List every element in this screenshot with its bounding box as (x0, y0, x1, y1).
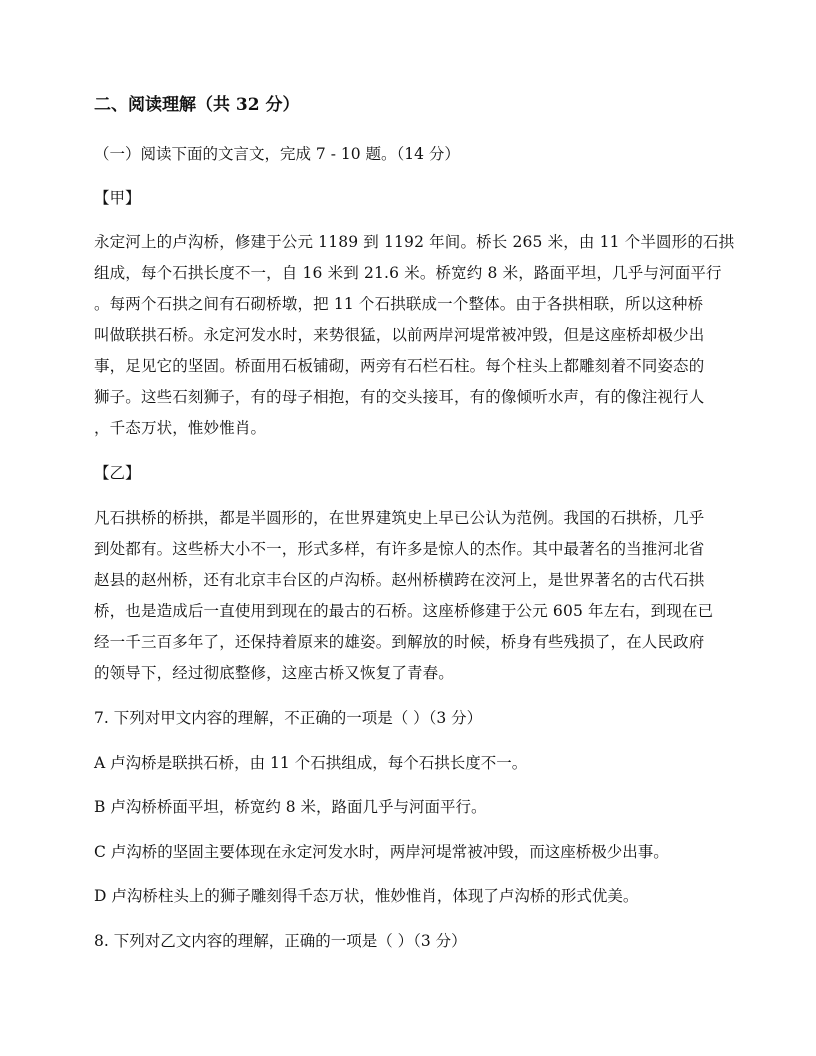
passage-yi-line: 赵县的赵州桥，还有北京丰台区的卢沟桥。赵州桥横跨在洨河上，是世界著名的古代石拱 (94, 571, 705, 589)
passage-yi-line: 桥，也是造成后一直使用到现在的最古的石桥。这座桥修建于公元 605 年左右，到现在已 (94, 602, 714, 620)
section-title: 二、阅读理解（共 32 分） (94, 95, 300, 115)
passage-jia-line: 事，足见它的坚固。桥面用石板铺砌，两旁有石栏石柱。每个柱头上都雕刻着不同姿态的 (94, 357, 705, 375)
subsection-title: （一）阅读下面的文言文，完成 7 - 10 题。（14 分） (94, 145, 460, 163)
passage-jia-line: 组成，每个石拱长度不一，自 16 米到 21.6 米。桥宽约 8 米，路面平坦，几乎与河面平行 (94, 264, 722, 282)
passage-jia-label: 【甲】 (94, 189, 141, 207)
passage-yi-line: 经一千三百多年了，还保持着原来的雄姿。到解放的时候，桥身有些残损了，在人民政府 (94, 633, 705, 651)
passage-yi-line: 到处都有。这些桥大小不一，形式多样，有许多是惊人的杰作。其中最著名的当推河北省 (94, 540, 705, 558)
passage-jia-line: 永定河上的卢沟桥，修建于公元 1189 到 1192 年间。桥长 265 米，由 11 个半圆形的石拱 (94, 233, 735, 251)
passage-jia-line: 狮子。这些石刻狮子，有的母子相抱，有的交头接耳，有的像倾听水声，有的像注视行人 (94, 388, 705, 406)
passage-jia-line: 叫做联拱石桥。永定河发水时，来势很猛，以前两岸河堤常被冲毁，但是这座桥却极少出 (94, 326, 705, 344)
option-a: A 卢沟桥是联拱石桥，由 11 个石拱组成，每个石拱长度不一。 (94, 754, 528, 772)
passage-yi-line: 凡石拱桥的桥拱，都是半圆形的，在世界建筑史上早已公认为范例。我国的石拱桥，几乎 (94, 509, 705, 527)
passage-jia-line: ，千态万状，惟妙惟肖。 (94, 419, 267, 437)
option-b: B 卢沟桥桥面平坦，桥宽约 8 米，路面几乎与河面平行。 (94, 798, 487, 816)
option-c: C 卢沟桥的坚固主要体现在永定河发水时，两岸河堤常被冲毁，而这座桥极少出事。 (94, 843, 669, 861)
option-d: D 卢沟桥柱头上的狮子雕刻得千态万状，惟妙惟肖，体现了卢沟桥的形式优美。 (94, 887, 639, 905)
passage-jia-line: 。每两个石拱之间有石砌桥墩，把 11 个石拱联成一个整体。由于各拱相联，所以这种桥 (94, 295, 704, 313)
passage-yi-label: 【乙】 (94, 464, 141, 482)
question-8-stem: 8. 下列对乙文内容的理解，正确的一项是（ ）（3 分） (94, 932, 467, 950)
passage-yi-line: 的领导下，经过彻底整修，这座古桥又恢复了青春。 (94, 664, 454, 682)
question-7-stem: 7. 下列对甲文内容的理解，不正确的一项是（ ）（3 分） (94, 709, 483, 727)
